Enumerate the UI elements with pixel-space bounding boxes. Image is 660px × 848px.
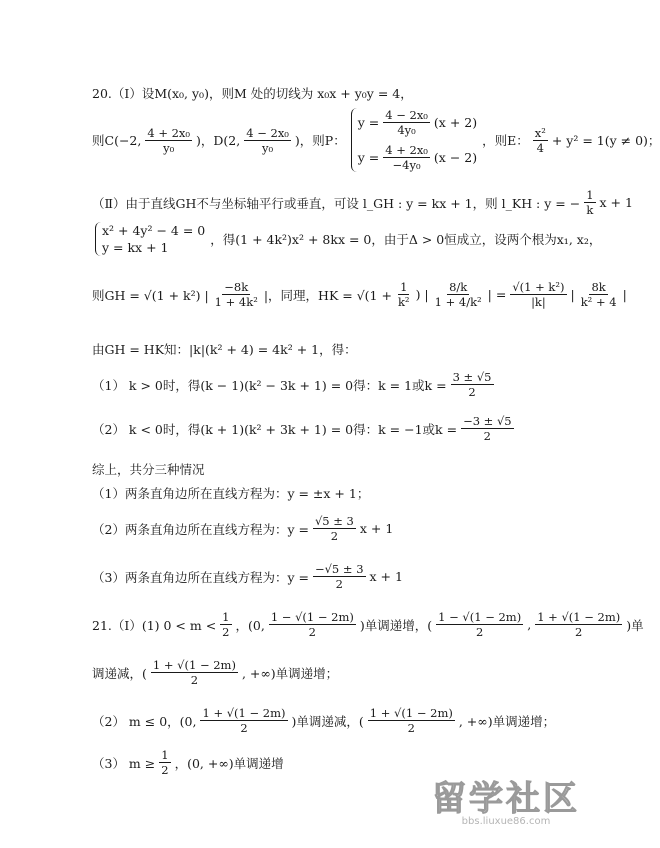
- q20-heading: 20.（Ⅰ）设M(x₀, y₀)，则M 处的切线为 x₀x + y₀y = 4，: [92, 86, 413, 101]
- fraction: $\frac{\text{x²}}{4}$: [534, 125, 546, 155]
- q21-line-4: （3） m ≥ $\frac{1}{2}$ ，(0, +∞)单调递增: [92, 748, 284, 777]
- q20-line-6: 由GH = HK知：|k|(k² + 4) = 4k² + 1，得：: [92, 342, 357, 357]
- equation-system-p: y = $\frac{\text{4 − 2x₀}}{\text{4y₀}}$ (x + 2) y = $\frac{\text{4 + 2x₀}}{\text{−4y₀}}$ (x − 2): [351, 108, 477, 172]
- fraction: $\frac{\text{4 − 2x₀}}{\text{y₀}}$: [246, 125, 289, 155]
- q21-line-2: 调递减，( $\frac{1 + √(1 - 2m)}{2}$ , +∞)单调递增；: [92, 658, 339, 687]
- fraction: $\frac{\text{4 + 2x₀}}{\text{y₀}}$: [147, 125, 191, 155]
- q21-line-1: 21.（Ⅰ）(1) 0 < m < $\frac{1}{2}$ ，(0, $\frac{1 - √(1 - 2m)}{2}$ )单调递增，( $\frac{1 - √(1 - 2m)}{2}$ , $\frac{1 + √(1 - 2m)}{2}$ )单: [92, 610, 644, 639]
- q20-line-4: x² + 4y² − 4 = 0 y = kx + 1 ，得(1 + 4k²)x² + 8kx = 0，由于Δ > 0恒成立，设两个根为x₁, x₂，: [92, 222, 601, 256]
- q20-summary: 综上，共分三种情况: [92, 462, 205, 477]
- watermark-url: bbs.liuxue86.com: [461, 816, 551, 827]
- q20-case-2: （2） k < 0时，得(k + 1)(k² + 3k + 1) = 0得：k = −1或k = $\frac{-3 \pm √5}{2}$: [92, 414, 512, 443]
- watermark-text: 留学社区: [432, 779, 580, 819]
- q20-case-1: （1） k > 0时，得(k − 1)(k² − 3k + 1) = 0得：k = 1或k = $\frac{3 \pm √5}{2}$: [92, 370, 492, 399]
- q21-line-3: （2） m ≤ 0，(0, $\frac{1 + √(1 - 2m)}{2}$ )单调递减，( $\frac{1 + √(1 - 2m)}{2}$ , +∞)单调递增；: [92, 706, 556, 735]
- q20-line-3: （Ⅱ）由于直线GH不与坐标轴平行或垂直，可设 l_GH : y = kx + 1，则 l_KH : y = − $\frac{1}{k}$ x + 1: [92, 188, 633, 217]
- q20-result-1: （1）两条直角边所在直线方程为：y = ±x + 1；: [92, 486, 370, 501]
- equation-system-2: x² + 4y² − 4 = 0 y = kx + 1: [95, 222, 205, 256]
- q20-line-2: 则C(−2, $\frac{\text{4 + 2x₀}}{\text{y₀}}$ )，D(2, $\frac{\text{4 − 2x₀}}{\text{y₀}}$ )，则P： y = $\frac{\text{4 − 2x₀}}{\text{4y₀}}$ (x + 2) y = $\frac{\text{4 + 2x₀}}{\text{−4y₀}}$ (x − 2) ，则E： $\frac{\text{x²}}{4}$ + y² = 1(y ≠ 0)；: [92, 108, 660, 172]
- q20-line-5: 则GH = √(1 + k²) | $\frac{-8k}{\text{1 + 4k²}}$ |，同理，HK = √(1 + $\frac{1}{\text{k²}}$ ) | $\frac{8/k}{\text{1 + 4/k²}}$ | = $\frac{\text{√(1 + k²)}}{|k|}$ | $\frac{8k}{\text{k² + 4}}$ |: [92, 280, 627, 309]
- q20-result-3: （3）两条直角边所在直线方程为：y = $\frac{-√5 \pm 3}{2}$ x + 1: [92, 562, 403, 591]
- watermark-logo: [426, 779, 586, 828]
- q20-result-2: （2）两条直角边所在直线方程为：y = $\frac{√5 \pm 3}{2}$ x + 1: [92, 514, 394, 543]
